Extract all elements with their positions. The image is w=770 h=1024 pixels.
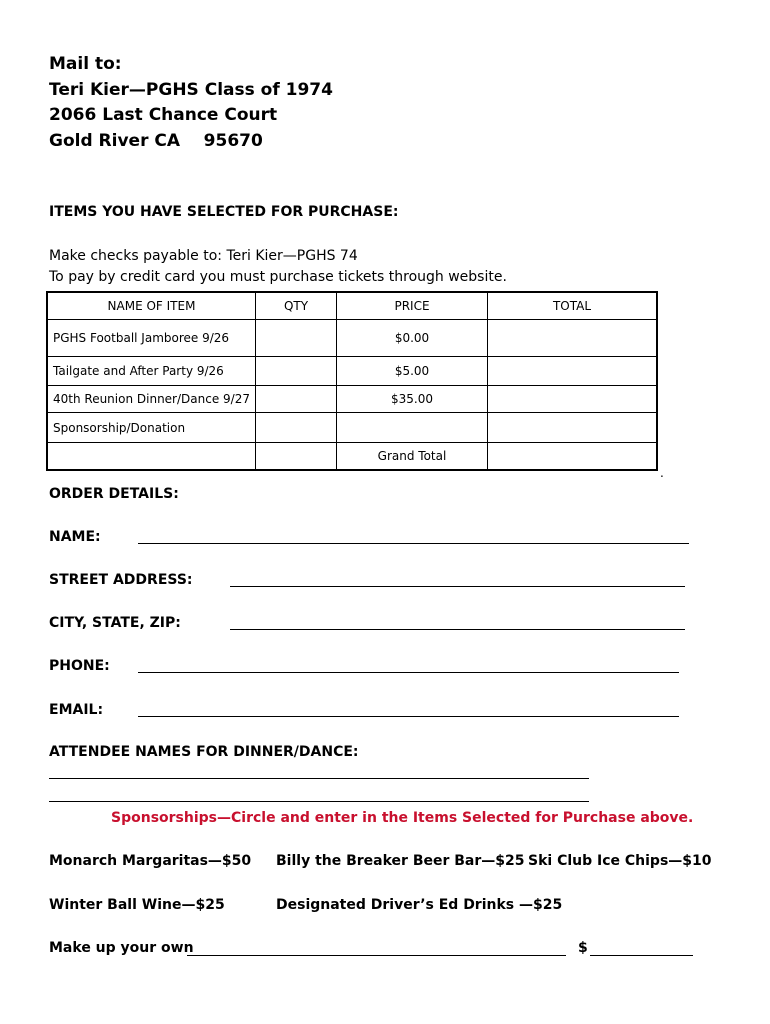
table-row [47,386,657,413]
phone-field[interactable] [138,672,679,673]
mail-to-label: Mail to: [49,54,122,74]
trailing-dot: . [660,466,664,480]
items-heading: ITEMS YOU HAVE SELECTED FOR PURCHASE: [49,204,399,220]
sponsorship-winter-ball-wine[interactable]: Winter Ball Wine—$25 [49,897,225,913]
sponsorship-instruction: Sponsorships—Circle and enter in the Items Selected for Purchase above. [111,810,694,826]
name-field[interactable] [138,543,689,544]
email-field[interactable] [138,716,679,717]
attendee-names-label: ATTENDEE NAMES FOR DINNER/DANCE: [49,744,359,760]
sponsorship-designated-driver[interactable]: Designated Driver’s Ed Drinks —$25 [276,897,563,913]
header-price: PRICE [337,292,488,320]
qty-cell[interactable] [256,320,337,357]
qty-cell[interactable] [256,413,337,443]
sponsorship-ice-chips[interactable]: Ski Club Ice Chips—$10 [528,853,712,869]
empty-cell [47,443,256,471]
city-state-zip-label: CITY, STATE, ZIP: [49,615,181,631]
table-row [47,320,657,357]
checks-payable-note: Make checks payable to: Teri Kier—PGHS 74 [49,248,358,264]
price-cell: $0.00 [337,320,488,357]
item-name: Tailgate and After Party 9/26 [47,357,256,386]
sponsorship-monarch-margaritas[interactable]: Monarch Margaritas—$50 [49,853,252,869]
price-cell: $5.00 [337,357,488,386]
street-address-label: STREET ADDRESS: [49,572,193,588]
name-label: NAME: [49,529,101,545]
dollar-sign: $ [578,940,588,956]
order-table [46,291,658,471]
table-row [47,413,657,443]
grand-total-cell[interactable] [488,443,658,471]
street-address: 2066 Last Chance Court [49,105,278,125]
table-header-row [47,292,657,320]
grand-total-row [47,443,657,471]
item-name: PGHS Football Jamboree 9/26 [47,320,256,357]
table-row [47,357,657,386]
header-name-of-item: NAME OF ITEM [47,292,256,320]
city-state-zip-field[interactable] [230,629,685,630]
street-address-field[interactable] [230,586,685,587]
qty-cell[interactable] [256,357,337,386]
sponsorship-beer-bar[interactable]: Billy the Breaker Beer Bar—$25 [276,853,525,869]
total-cell[interactable] [488,386,658,413]
total-cell[interactable] [488,413,658,443]
total-cell[interactable] [488,320,658,357]
item-name: 40th Reunion Dinner/Dance 9/27 [47,386,256,413]
city-state-zip: Gold River CA 95670 [49,130,263,151]
item-name: Sponsorship/Donation [47,413,256,443]
header-total: TOTAL [488,292,658,320]
credit-card-note: To pay by credit card you must purchase tickets through website. [49,269,507,285]
phone-label: PHONE: [49,658,110,674]
order-details-heading: ORDER DETAILS: [49,486,179,502]
make-your-own-label: Make up your own [49,940,194,956]
price-cell: $35.00 [337,386,488,413]
price-cell [337,413,488,443]
qty-cell[interactable] [256,386,337,413]
recipient-name: Teri Kier—PGHS Class of 1974 [49,79,333,100]
make-your-own-amount-field[interactable] [590,955,693,956]
email-label: EMAIL: [49,702,104,718]
mailing-address [49,52,333,154]
make-your-own-field[interactable] [187,955,566,956]
attendee-names-field-2[interactable] [49,801,589,802]
header-qty: QTY [256,292,337,320]
empty-cell [256,443,337,471]
grand-total-label: Grand Total [337,443,488,471]
total-cell[interactable] [488,357,658,386]
attendee-names-field-1[interactable] [49,778,589,779]
